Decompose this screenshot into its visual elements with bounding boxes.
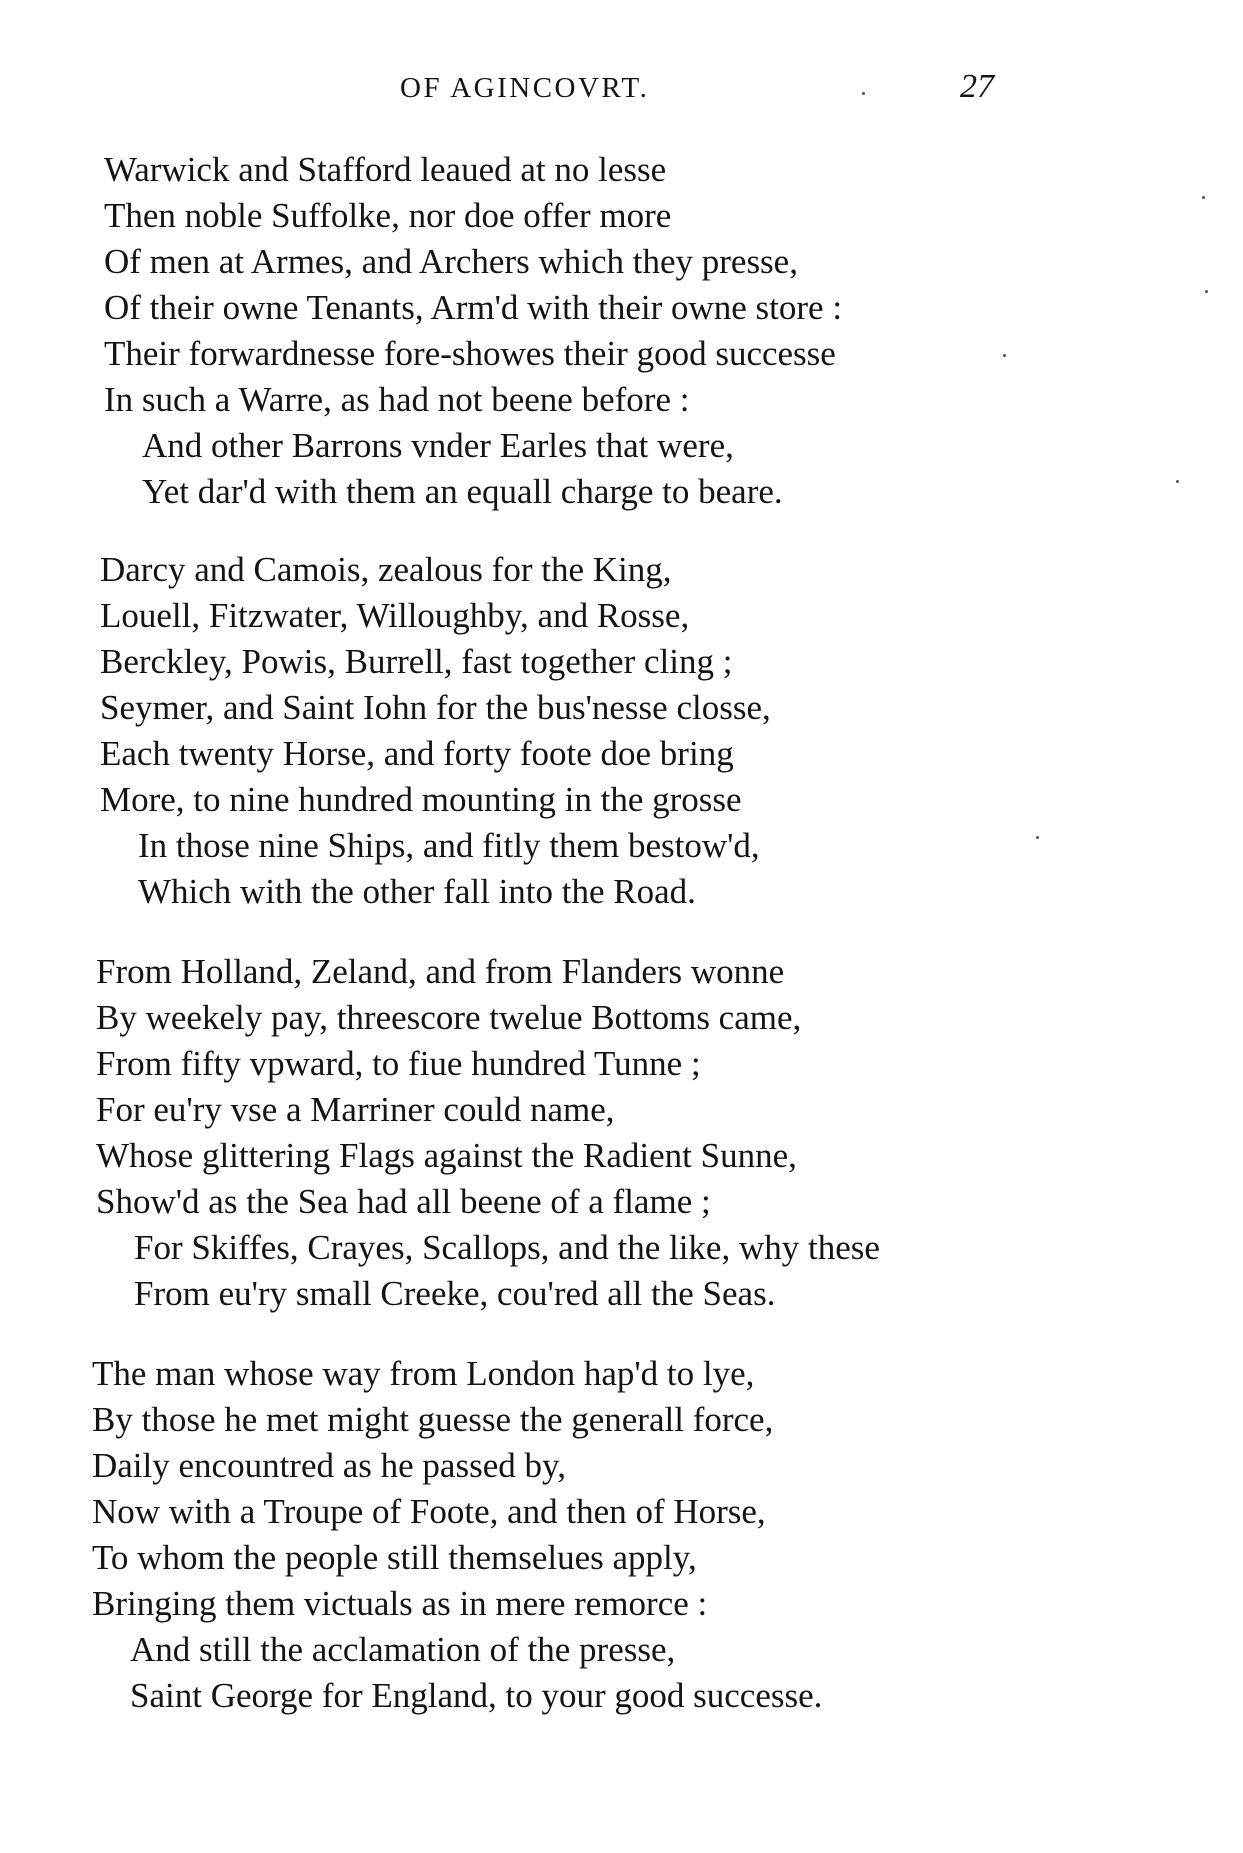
verse-line-indented: Saint George for England, to your good successe. [130,1676,823,1715]
verse-line-indented: From eu'ry small Creeke, cou'red all the Seas. [134,1274,776,1313]
scan-speck [1176,480,1179,483]
verse-line: Of men at Armes, and Archers which they presse, [104,242,798,281]
verse-line-indented: In those nine Ships, and fitly them bestow'd, [138,826,760,865]
scan-speck [1202,196,1205,199]
running-title: OF AGINCOVRT. [400,72,650,104]
verse-line: Now with a Troupe of Foote, and then of Horse, [92,1492,766,1531]
verse-line: By those he met might guesse the generall force, [92,1400,774,1439]
scan-speck [1036,836,1039,839]
verse-line: In such a Warre, as had not beene before : [104,380,690,419]
verse-line: To whom the people still themselues apply, [92,1538,697,1577]
running-head [0,68,1243,112]
verse-line: Daily encountred as he passed by, [92,1446,566,1485]
verse-line: Louell, Fitzwater, Willoughby, and Rosse, [100,596,690,635]
verse-line-indented: And other Barrons vnder Earles that were, [142,426,734,465]
verse-line: Bringing them victuals as in mere remorce : [92,1584,708,1623]
verse-line: From Holland, Zeland, and from Flanders wonne [96,952,785,991]
verse-line: Warwick and Stafford leaued at no lesse [104,150,667,189]
verse-line: Show'd as the Sea had all beene of a flame ; [96,1182,711,1221]
verse-line: Seymer, and Saint Iohn for the bus'nesse closse, [100,688,771,727]
page-number: 27 [960,68,994,105]
verse-line-indented: Which with the other fall into the Road. [138,872,696,911]
scan-speck [1205,290,1208,293]
verse-line: Whose glittering Flags against the Radient Sunne, [96,1136,797,1175]
verse-line-indented: For Skiffes, Crayes, Scallops, and the like, why these [134,1228,880,1267]
verse-line: Of their owne Tenants, Arm'd with their owne store : [104,288,843,327]
verse-line: Their forwardnesse fore-showes their good successe [104,334,836,373]
verse-line: For eu'ry vse a Marriner could name, [96,1090,615,1129]
scan-speck [1003,354,1006,357]
verse-line-indented: Yet dar'd with them an equall charge to beare. [142,472,783,511]
scan-speck [862,92,865,95]
verse-line: Each twenty Horse, and forty foote doe bring [100,734,734,773]
verse-line: More, to nine hundred mounting in the grosse [100,780,742,819]
verse-line-indented: And still the acclamation of the presse, [130,1630,676,1669]
verse-line: Darcy and Camois, zealous for the King, [100,550,672,589]
verse-line: Berckley, Powis, Burrell, fast together cling ; [100,642,733,681]
verse-line: By weekely pay, threescore twelue Bottoms came, [96,998,802,1037]
verse-line: Then noble Suffolke, nor doe offer more [104,196,672,235]
verse-line: From fifty vpward, to fiue hundred Tunne ; [96,1044,701,1083]
verse-line: The man whose way from London hap'd to lye, [92,1354,755,1393]
